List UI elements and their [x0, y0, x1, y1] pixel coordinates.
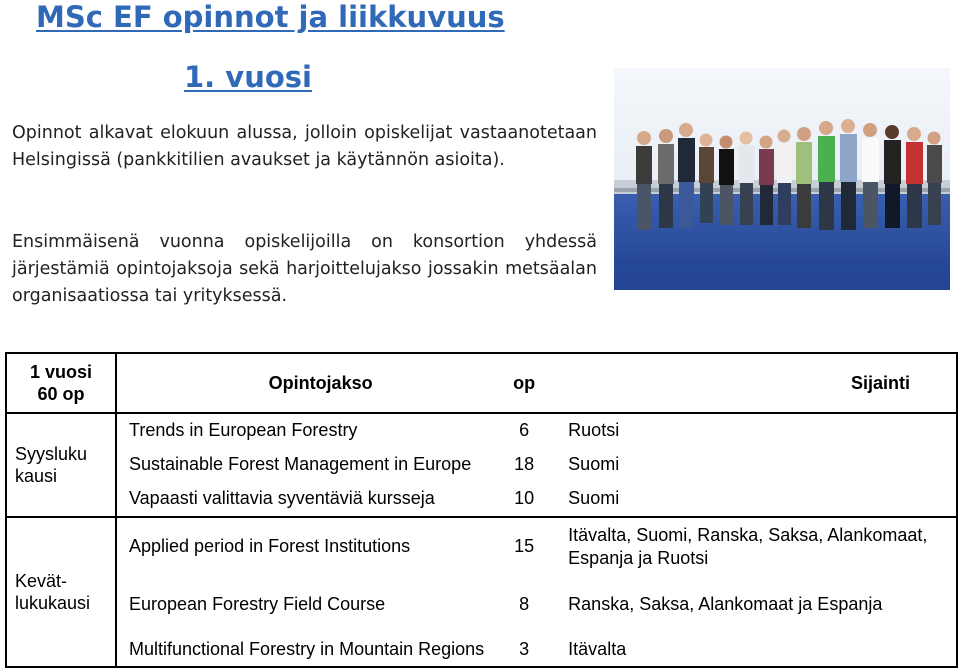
- header-location: Sijainti: [564, 353, 957, 413]
- header-credits: op: [484, 353, 564, 413]
- study-plan-table: [5, 352, 958, 668]
- course-location: Suomi: [564, 447, 957, 481]
- year-credits-cell: [6, 353, 116, 413]
- course-credits: 3: [484, 633, 564, 667]
- course-name: Vapaasti valittavia syventäviä kursseja: [116, 481, 484, 517]
- intro-paragraph: Opinnot alkavat elokuun alussa, jolloin opiskelijat vastaanotetaan Helsingissä (pankkitilien avaukset ja käytännön asioita).: [12, 123, 597, 170]
- course-credits: 8: [519, 593, 530, 614]
- course-credits: 15: [514, 536, 535, 556]
- autumn-term-text: Syyslukukausi: [15, 444, 88, 486]
- course-name: European Forestry Field Course: [129, 593, 386, 614]
- course-name: Sustainable Forest Management in Europe: [129, 453, 472, 474]
- page-subtitle: 1. vuosi: [184, 60, 312, 94]
- course-credits: 6: [519, 420, 530, 440]
- program-paragraph: Ensimmäisenä vuonna opiskelijoilla on konsortion yhdessä järjestämiä opintojaksoja sekä harjoittelujakso jossakin metsäalan organisaatiossa tai yrityksessä.: [12, 232, 597, 306]
- year-credits: 60 op: [37, 384, 85, 404]
- page-title: MSc EF opinnot ja liikkuvuus: [36, 0, 505, 34]
- spring-term-text: Kevät-lukukausi: [15, 571, 91, 613]
- course-location: Ranska, Saksa, Alankomaat ja Espanja: [564, 575, 957, 633]
- course-location: Itävalta: [564, 633, 957, 667]
- course-location: Suomi: [564, 481, 957, 517]
- group-photo: [614, 68, 950, 290]
- course-name: Multifunctional Forestry in Mountain Regions: [116, 633, 484, 667]
- header-course: Opintojakso: [116, 353, 484, 413]
- course-name: Trends in European Forestry: [129, 420, 358, 440]
- autumn-term-label: [6, 413, 116, 517]
- spring-term-label: [6, 517, 116, 667]
- course-location: Itävalta, Suomi, Ranska, Saksa, Alankomaat, Espanja ja Ruotsi: [564, 517, 957, 575]
- course-name: Applied period in Forest Institutions: [129, 536, 411, 556]
- course-credits: 18: [514, 453, 535, 474]
- course-credits: 10: [484, 481, 564, 517]
- year-label: 1 vuosi: [29, 362, 93, 382]
- course-location: Ruotsi: [564, 413, 957, 447]
